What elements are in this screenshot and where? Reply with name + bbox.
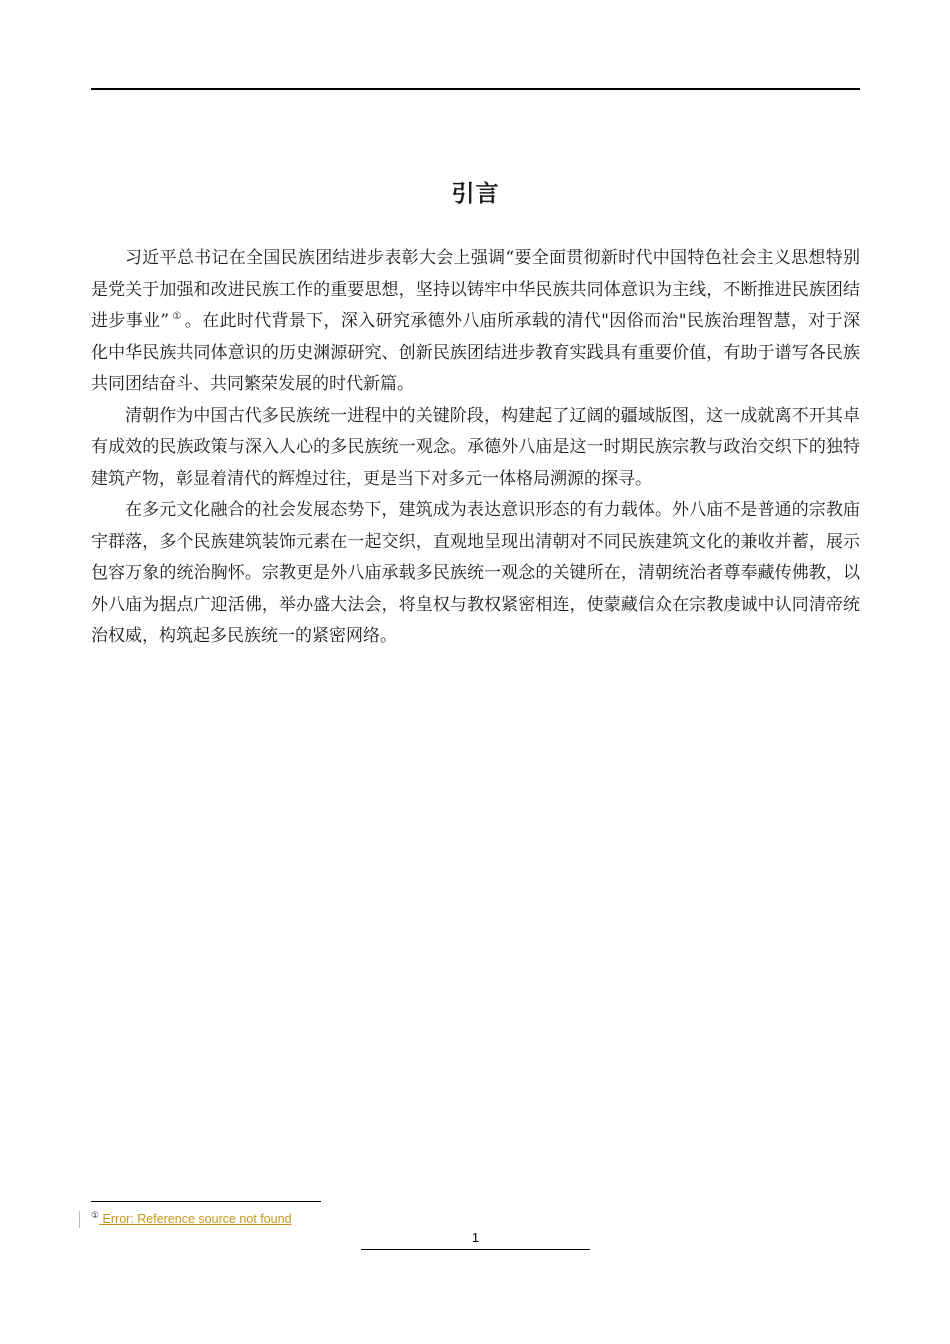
footnote-reference[interactable]: ① <box>172 311 182 323</box>
footer-rule <box>361 1249 590 1250</box>
page-number: 1 <box>471 1230 480 1245</box>
paragraph-1 <box>91 243 860 401</box>
page-title: 引言 <box>451 181 500 207</box>
body-text <box>91 243 860 653</box>
paragraph-1-text-after: 。在此时代背景下，深入研究承德外八庙所承载的清代"因俗而治"民族治理智慧，对于深化中华民族共同体意识的历史渊源研究、创新民族团结进步教育实践具有重要价值，有助于谱写各民族共同团结奋斗、共同繁荣发展的时代新篇。 <box>91 311 860 394</box>
header-rule <box>91 88 860 90</box>
footnote <box>91 1211 292 1228</box>
paragraph-3: 在多元文化融合的社会发展态势下，建筑成为表达意识形态的有力载体。外八庙不是普通的宗教庙宇群落，多个民族建筑装饰元素在一起交织，直观地呈现出清朝对不同民族建筑文化的兼收并蓄，展示包容万象的统治胸怀。宗教更是外八庙承载多民族统一观念的关键所在，清朝统治者尊奉藏传佛教，以外八庙为据点广迎活佛，举办盛大法会，将皇权与教权紧密相连，使蒙藏信众在宗教虔诚中认同清帝统治权威，构筑起多民族统一的紧密网络。 <box>91 500 860 646</box>
footnote-link[interactable]: Error: Reference source not found <box>99 1212 292 1226</box>
paragraph-1-text-before: 习近平总书记在全国民族团结进步表彰大会上强调“要全面贯彻新时代中国特色社会主义思想特别是党关于加强和改进民族工作的重要思想，坚持以铸牢中华民族共同体意识为主线，不断推进民族团结进步事业” <box>91 248 860 331</box>
footnote-change-bar <box>79 1211 80 1228</box>
paragraph-2: 清朝作为中国古代多民族统一进程中的关键阶段，构建起了辽阔的疆域版图，这一成就离不开其卓有成效的民族政策与深入人心的多民族统一观念。承德外八庙是这一时期民族宗教与政治交织下的独特建筑产物，彰显着清代的辉煌过往，更是当下对多元一体格局溯源的探寻。 <box>91 405 860 489</box>
footnote-separator <box>91 1201 321 1202</box>
footnote-marker: ① <box>91 1209 100 1220</box>
